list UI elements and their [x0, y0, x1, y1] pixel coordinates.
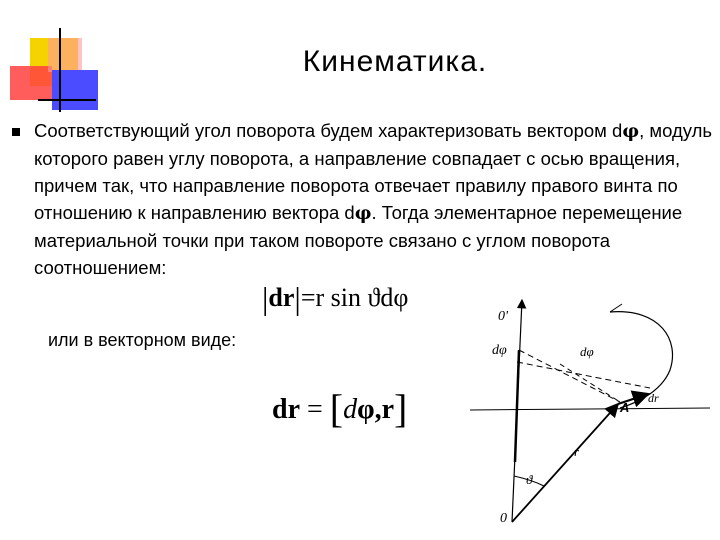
- rotation-diagram: [470, 290, 710, 535]
- orbit-plane-line: [470, 408, 710, 410]
- formula1-dr: dr: [268, 283, 295, 312]
- dashed-line-3: [560, 364, 620, 402]
- formula2-comma-r: ,r: [374, 394, 395, 425]
- label-dphi-arc: dφ: [580, 344, 594, 359]
- label-dr: dr: [648, 391, 659, 405]
- trajectory-arc: [610, 312, 673, 408]
- bullet-text: [34, 117, 714, 281]
- formula2-phi: φ: [357, 394, 375, 425]
- formula-vector: [272, 385, 407, 432]
- page-title: Кинематика.: [302, 45, 488, 78]
- vector-form-label: или в векторном виде:: [48, 330, 237, 350]
- text-part-2: , модуль которого равен углу поворота, а направление совпадает с осью вращения, причем так, что направление поворота отвечает правилу правого винта по отношению к направлению вектора d: [34, 120, 713, 223]
- label-O-top: 0': [498, 309, 508, 324]
- formula2-eq: =: [307, 394, 323, 425]
- phi-symbol-2: φ: [354, 203, 372, 224]
- formula1-rhs: =r sin ϑdφ: [300, 283, 409, 312]
- formula2-right-bracket: ]: [394, 386, 408, 431]
- radius-vector: [512, 404, 618, 522]
- label-A: A: [620, 400, 630, 415]
- formula2-left-bracket: [: [329, 386, 344, 431]
- trajectory-tick: [610, 304, 622, 312]
- bullet-marker: [12, 128, 20, 136]
- formula2-d: d: [343, 394, 358, 425]
- label-O-bottom: 0: [500, 511, 507, 526]
- label-dphi-axis: dφ: [492, 343, 507, 358]
- label-r: r: [574, 444, 580, 459]
- dashed-line-1: [519, 350, 620, 402]
- formula2-dr: dr: [272, 394, 300, 425]
- dphi-vector: [515, 350, 519, 462]
- formula-scalar: |dr|=r sin ϑdφ: [262, 280, 409, 316]
- text-part-3: . Тогда элементарное перемещение материальной точки при таком повороте связано с углом поворота соотношением:: [34, 202, 683, 278]
- text-part-1: Соответствующий угол поворота будем характеризовать вектором d: [34, 120, 623, 141]
- phi-symbol-1: φ: [622, 121, 640, 142]
- label-theta: ϑ: [526, 472, 533, 487]
- dashed-line-2: [517, 362, 650, 388]
